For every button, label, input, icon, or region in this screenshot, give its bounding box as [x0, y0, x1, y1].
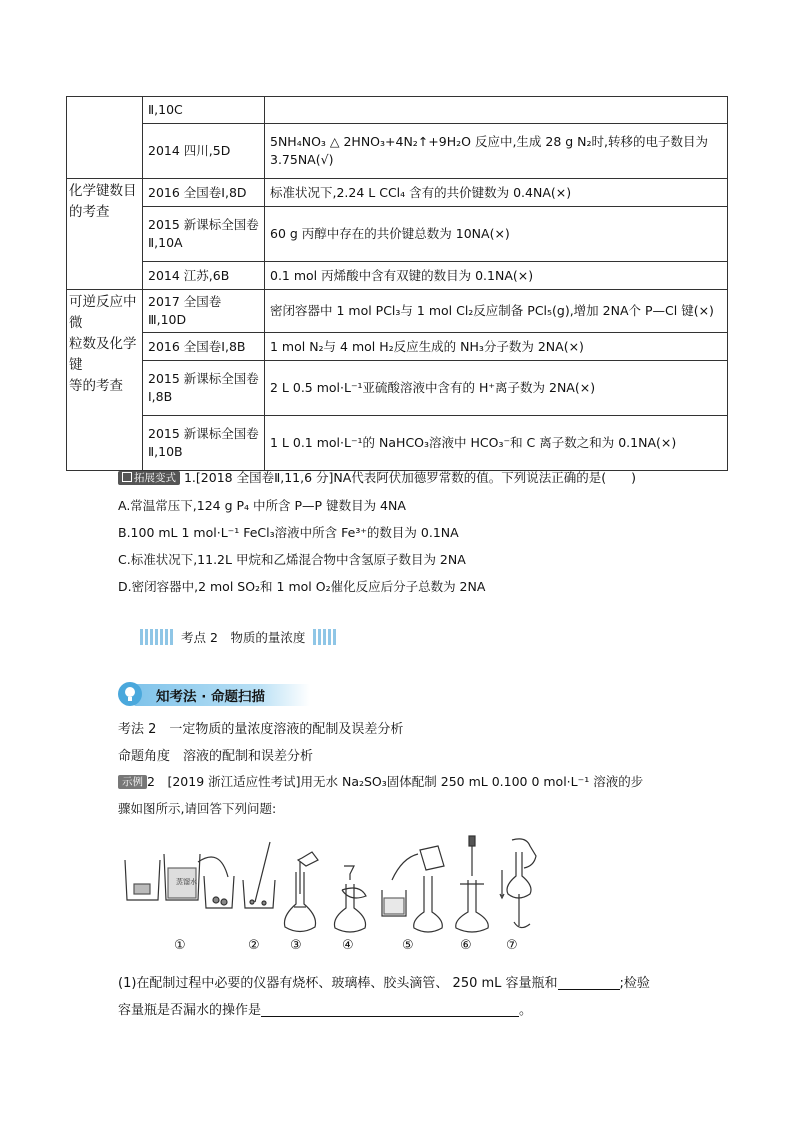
- banner: [118, 684, 328, 706]
- option-d: D.密闭容器中,2 mol SO₂和 1 mol O₂催化反应后分子总数为 2NA: [118, 579, 486, 594]
- angle-title: 命题角度 溶液的配制和误差分析: [118, 749, 314, 764]
- category-cell: [67, 97, 143, 179]
- content-cell: [265, 124, 728, 179]
- source-line: 2015 新课标全国卷: [148, 426, 259, 441]
- source-line: Ⅱ,10A: [148, 235, 183, 250]
- example-tag: 示例: [118, 775, 147, 789]
- lightbulb-icon: [118, 682, 142, 706]
- method-title: 考法 2 一定物质的量浓度溶液的配制及误差分析: [118, 722, 404, 737]
- question-1-line-2: 容量瓶是否漏水的操作是 。: [118, 1003, 533, 1018]
- content-cell: [265, 97, 728, 124]
- source-cell: [143, 361, 265, 416]
- content-cell: 密闭容器中 1 mol PCl₃与 1 mol Cl₂反应制备 PCl₅(g),增加 2NA个 P—Cl 键(×): [265, 290, 728, 333]
- step-4-label: ④: [342, 938, 354, 953]
- source-cell: 2014 四川,5D: [143, 124, 265, 179]
- source-line: Ⅰ,8B: [148, 389, 173, 404]
- content-line: 3.75NA(√): [270, 152, 334, 167]
- step-7-label: ⑦: [506, 938, 518, 953]
- category-line: 等的考查: [69, 378, 123, 394]
- notebook-icon: [122, 472, 132, 482]
- option-c: C.标准状况下,11.2L 甲烷和乙烯混合物中含氢原子数目为 2NA: [118, 552, 466, 567]
- content-cell: 标准状况下,2.24 L CCl₄ 含有的共价键数为 0.4NA(×): [265, 179, 728, 207]
- extension-question: [118, 468, 636, 486]
- source-cell: 2016 全国卷Ⅰ,8D: [143, 179, 265, 207]
- step-3-label: ③: [290, 938, 302, 953]
- answer-blank-2[interactable]: [261, 1002, 519, 1017]
- example-text: 2 [2019 浙江适应性考试]用无水 Na₂SO₃固体配制 250 mL 0.100 0 mol·L⁻¹ 溶液的步: [147, 774, 644, 789]
- content-cell: 1 mol N₂与 4 mol H₂反应生成的 NH₃分子数为 2NA(×): [265, 333, 728, 361]
- stripes-right-icon: [313, 629, 336, 645]
- source-cell: 2016 全国卷Ⅰ,8B: [143, 333, 265, 361]
- source-cell: Ⅱ,10C: [143, 97, 265, 124]
- category-cell: [67, 290, 143, 471]
- example-line-2: 骤如图所示,请回答下列问题:: [118, 801, 277, 816]
- source-line: Ⅱ,10B: [148, 444, 183, 459]
- option-a: A.常温常压下,124 g P₄ 中所含 P—P 键数目为 4NA: [118, 498, 406, 513]
- content-line: 5NH₄NO₃ △ 2HNO₃+4N₂↑+9H₂O 反应中,生成 28 g N₂时,转移的电子数目为: [270, 134, 709, 149]
- question-text: 1.[2018 全国卷Ⅱ,11,6 分]NA代表阿伏加德罗常数的值。下列说法正确的是( ): [183, 470, 637, 485]
- section-header: [140, 627, 344, 647]
- stripes-left-icon: [140, 629, 173, 645]
- source-line: 2015 新课标全国卷: [148, 217, 259, 232]
- step-2-label: ②: [248, 938, 260, 953]
- category-cell: [67, 179, 143, 290]
- source-cell: [143, 416, 265, 471]
- extension-tag: 拓展变式: [118, 471, 180, 485]
- step-1-label: ①: [174, 938, 186, 953]
- example-line: [118, 772, 643, 790]
- answer-blank-1[interactable]: [558, 975, 620, 990]
- category-line: 化学键数目: [69, 183, 137, 199]
- category-line: 的考查: [69, 204, 110, 220]
- step-5-label: ⑤: [402, 938, 414, 953]
- content-cell: 2 L 0.5 mol·L⁻¹亚硫酸溶液中含有的 H⁺离子数为 2NA(×): [265, 361, 728, 416]
- content-cell: 0.1 mol 丙烯酸中含有双键的数目为 0.1NA(×): [265, 262, 728, 290]
- exam-table: [66, 96, 728, 471]
- lab-apparatus-icon: [120, 832, 540, 957]
- source-cell: [143, 207, 265, 262]
- banner-title: 知考法 · 命题扫描: [156, 689, 266, 705]
- source-cell: 2017 全国卷Ⅲ,10D: [143, 290, 265, 333]
- content-cell: 1 L 0.1 mol·L⁻¹的 NaHCO₃溶液中 HCO₃⁻和 C 离子数之和为 0.1NA(×): [265, 416, 728, 471]
- category-line: 可逆反应中微: [69, 294, 137, 331]
- source-cell: 2014 江苏,6B: [143, 262, 265, 290]
- step-6-label: ⑥: [460, 938, 472, 953]
- water-label: 蒸馏水: [176, 878, 197, 886]
- question-1-line-1: (1)在配制过程中必要的仪器有烧杯、玻璃棒、胶头滴管、 250 mL 容量瓶和 ;检验: [118, 976, 650, 991]
- procedure-figure: [120, 832, 540, 957]
- section-title: 考点 2 物质的量浓度: [181, 630, 306, 645]
- option-b: B.100 mL 1 mol·L⁻¹ FeCl₃溶液中所含 Fe³⁺的数目为 0.1NA: [118, 525, 459, 540]
- content-cell: 60 g 丙醇中存在的共价键总数为 10NA(×): [265, 207, 728, 262]
- category-line: 粒数及化学键: [69, 336, 137, 373]
- source-line: 2015 新课标全国卷: [148, 371, 259, 386]
